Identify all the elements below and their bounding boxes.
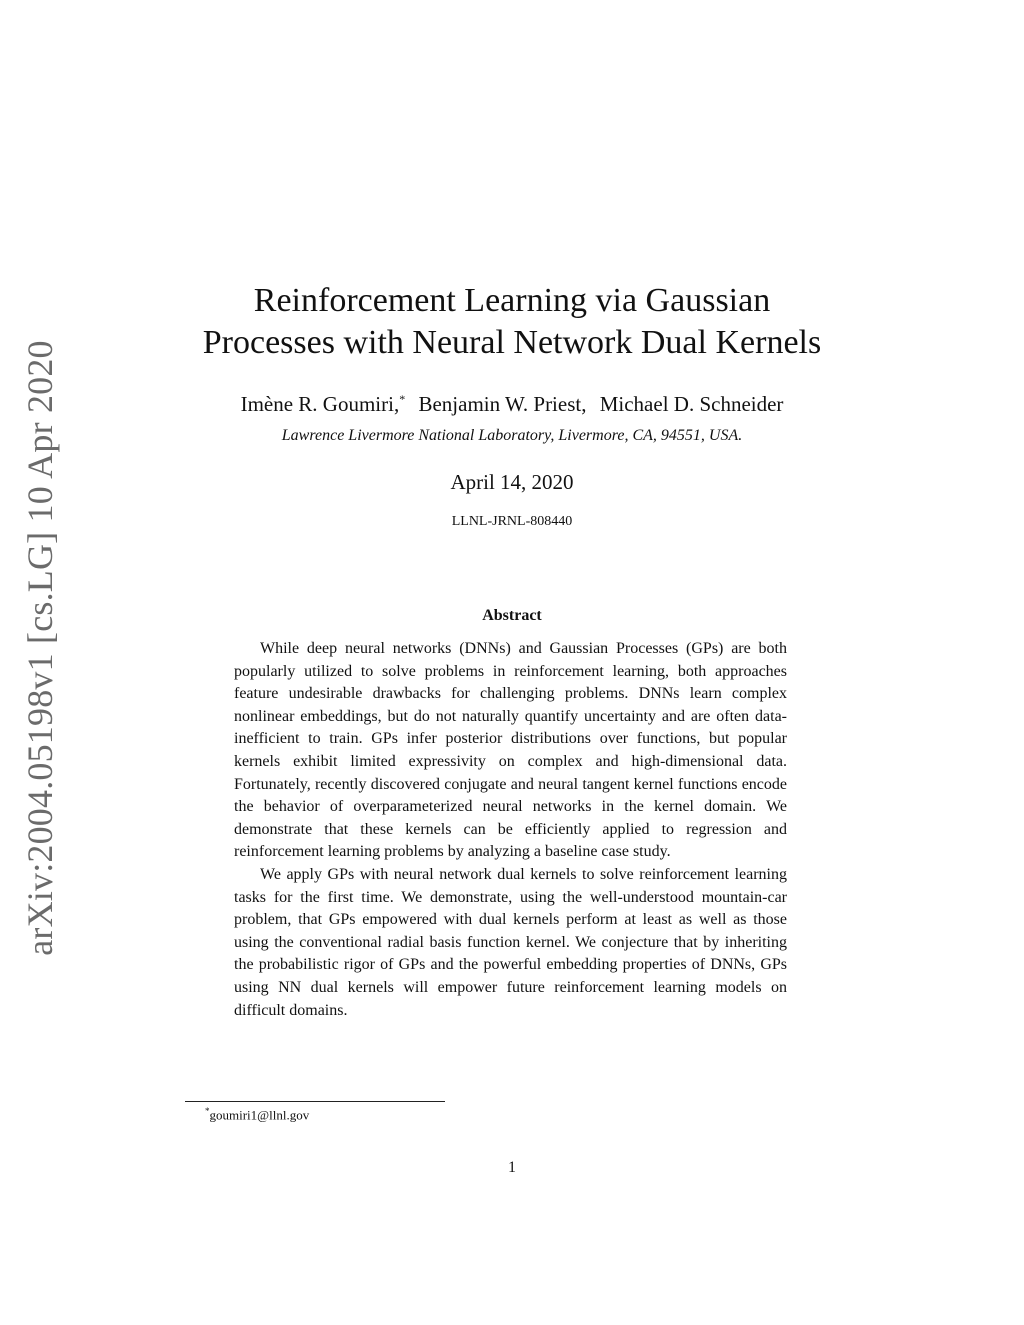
author-1: Imène R. Goumiri,* <box>240 392 406 416</box>
author-3 <box>600 392 784 416</box>
author-name: Benjamin W. Priest <box>418 392 582 416</box>
author-2: Benjamin W. Priest, <box>418 392 587 416</box>
author-affiliation: Lawrence Livermore National Laboratory, Livermore, CA, 94551, USA. <box>281 427 743 444</box>
title-line-2: Processes with Neural Network Dual Kernels <box>202 324 822 361</box>
paper-title <box>0 280 1024 364</box>
title-line-1: Reinforcement Learning via Gaussian <box>253 282 771 319</box>
abstract-heading: Abstract <box>482 607 542 624</box>
footnote-email: goumiri1@llnl.gov <box>209 1107 310 1123</box>
footnote-mark: * <box>205 1106 210 1116</box>
footnote <box>205 1106 309 1123</box>
report-number: LLNL-JRNL-808440 <box>451 514 573 529</box>
author-list <box>0 392 1024 417</box>
author-name: Imène R. Goumiri <box>240 392 394 416</box>
abstract-paragraph-2: We apply GPs with neural network dual kernels to solve reinforcement learning tasks for the first time. We demonstrate, using the well-understood mountain-car problem, that GPs empowered with dual kernels perform at least as well as those using the conventional radial basis function kernel. We conjecture that by inheriting the probabilistic rigor of GPs and the powerful embedding properties of DNNs, GPs using NN dual kernels will empower future reinforcement learning models on difficult domains. <box>234 865 787 1019</box>
page-number: 1 <box>508 1159 516 1176</box>
footnote-mark: * <box>399 392 406 406</box>
arxiv-identifier-stamp: arXiv:2004.05198v1 [cs.LG] 10 Apr 2020 <box>20 340 60 956</box>
author-name: Michael D. Schneider <box>599 392 784 416</box>
publication-date: April 14, 2020 <box>450 470 574 494</box>
footnote-divider <box>185 1101 445 1102</box>
abstract-paragraph-1: While deep neural networks (DNNs) and Gaussian Processes (GPs) are both popularly utilized to solve problems in reinforcement learning, both approaches feature undesirable drawbacks for challenging problems. DNNs learn complex nonlinear embeddings, but do not naturally quantify uncertainty and are often data-inefficient to train. GPs infer posterior distributions over functions, but popular kernels exhibit limited expressivity on complex and high-dimensional data. Fortunately, recently discovered conjugate and neural tangent kernel functions encode the behavior of overparameterized neural networks in the kernel domain. We demonstrate that these kernels can be efficiently applied to regression and reinforcement learning problems by analyzing a baseline case study. <box>234 640 787 861</box>
abstract-body <box>234 638 787 1022</box>
